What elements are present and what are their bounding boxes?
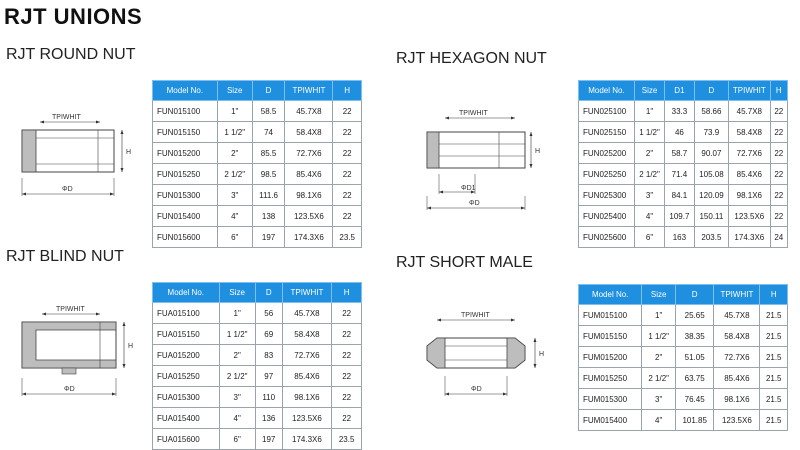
short-male-d-label: ΦD xyxy=(471,386,482,393)
model-number-cell: FUN015150 xyxy=(153,122,218,143)
table-cell: 23.5 xyxy=(333,227,362,248)
table-cell: 21.5 xyxy=(760,326,788,347)
short-male-tpiwhit-label: TPIWHIT xyxy=(461,312,490,319)
table-header-row xyxy=(579,285,788,305)
hexagon-nut-tpiwhit-label: TPIWHIT xyxy=(459,110,488,117)
table-row xyxy=(153,185,362,206)
table-cell: 56 xyxy=(255,303,282,324)
column-header: Model No. xyxy=(153,283,220,303)
blind-nut-h-label: H xyxy=(128,343,134,350)
table-cell: 174.3X6 xyxy=(729,227,770,248)
table-cell: 1 1/2" xyxy=(219,324,255,345)
table-row xyxy=(153,345,362,366)
model-number-cell: FUN015600 xyxy=(153,227,218,248)
table-cell: 85.5 xyxy=(252,143,285,164)
table-cell: 58.4X8 xyxy=(282,324,332,345)
table-row xyxy=(153,164,362,185)
table-cell: 150.11 xyxy=(694,206,728,227)
table-cell: 2 1/2" xyxy=(642,368,676,389)
model-number-cell: FUM015200 xyxy=(579,347,642,368)
table-cell: 22 xyxy=(332,345,362,366)
table-header-row xyxy=(153,81,362,101)
table-cell: 22 xyxy=(333,101,362,122)
table-cell: 4" xyxy=(634,206,664,227)
table-cell: 22 xyxy=(770,185,787,206)
table-cell: 1 1/2" xyxy=(642,326,676,347)
table-row xyxy=(579,227,788,248)
table-cell: 45.7X8 xyxy=(729,101,770,122)
model-number-cell: FUM015100 xyxy=(579,305,642,326)
table-cell: 3" xyxy=(642,389,676,410)
table-cell: 85.4X6 xyxy=(285,164,333,185)
hexagon-nut-title: RJT HEXAGON NUT xyxy=(396,50,547,67)
table-cell: 72.7X6 xyxy=(282,345,332,366)
round-nut-table xyxy=(152,80,362,248)
model-number-cell: FUN025600 xyxy=(579,227,635,248)
table-row xyxy=(153,206,362,227)
table-cell: 22 xyxy=(333,143,362,164)
page-title: RJT UNIONS xyxy=(4,4,143,29)
model-number-cell: FUA015600 xyxy=(153,429,220,450)
table-cell: 123.5X6 xyxy=(714,410,760,431)
model-number-cell: FUM015400 xyxy=(579,410,642,431)
model-number-cell: FUM015300 xyxy=(579,389,642,410)
model-number-cell: FUA015250 xyxy=(153,366,220,387)
table-cell: 21.5 xyxy=(760,347,788,368)
model-number-cell: FUN015400 xyxy=(153,206,218,227)
column-header: Size xyxy=(219,283,255,303)
table-cell: 21.5 xyxy=(760,305,788,326)
table-cell: 174.3X6 xyxy=(282,429,332,450)
table-cell: 21.5 xyxy=(760,368,788,389)
table-cell: 1" xyxy=(634,101,664,122)
column-header: D xyxy=(676,285,714,305)
table-row xyxy=(579,368,788,389)
table-cell: 109.7 xyxy=(665,206,695,227)
table-row xyxy=(153,227,362,248)
table-cell: 174.3X6 xyxy=(285,227,333,248)
model-number-cell: FUA015100 xyxy=(153,303,220,324)
table-cell: 71.4 xyxy=(665,164,695,185)
table-cell: 76.45 xyxy=(676,389,714,410)
table-cell: 24 xyxy=(770,227,787,248)
column-header: TPIWHIT xyxy=(285,81,333,101)
table-cell: 85.4X6 xyxy=(282,366,332,387)
table-cell: 120.09 xyxy=(694,185,728,206)
table-cell: 22 xyxy=(332,366,362,387)
table-cell: 2 1/2" xyxy=(217,164,252,185)
table-cell: 58.4X8 xyxy=(729,122,770,143)
table-cell: 22 xyxy=(770,206,787,227)
table-cell: 2" xyxy=(217,143,252,164)
table-row xyxy=(579,143,788,164)
table-cell: 45.7X8 xyxy=(282,303,332,324)
table-cell: 21.5 xyxy=(760,410,788,431)
table-cell: 46 xyxy=(665,122,695,143)
table-cell: 138 xyxy=(252,206,285,227)
table-cell: 72.7X6 xyxy=(714,347,760,368)
column-header: Size xyxy=(217,81,252,101)
model-number-cell: FUN025250 xyxy=(579,164,635,185)
table-cell: 58.5 xyxy=(252,101,285,122)
column-header: H xyxy=(332,283,362,303)
table-row xyxy=(153,429,362,450)
table-cell: 123.5X6 xyxy=(285,206,333,227)
blind-nut-table xyxy=(152,282,362,450)
table-cell: 3" xyxy=(634,185,664,206)
table-row xyxy=(579,206,788,227)
hexagon-nut-table xyxy=(578,80,788,248)
table-cell: 73.9 xyxy=(694,122,728,143)
column-header: Size xyxy=(634,81,664,101)
table-cell: 97 xyxy=(255,366,282,387)
table-cell: 22 xyxy=(770,143,787,164)
round-nut-h-label: H xyxy=(126,149,132,156)
short-male-title: RJT SHORT MALE xyxy=(396,254,533,271)
blind-nut-d-label: ΦD xyxy=(64,386,75,393)
column-header: TPIWHIT xyxy=(282,283,332,303)
model-number-cell: FUA015150 xyxy=(153,324,220,345)
column-header: TPIWHIT xyxy=(729,81,770,101)
model-number-cell: FUM015150 xyxy=(579,326,642,347)
table-row xyxy=(153,143,362,164)
model-number-cell: FUN025200 xyxy=(579,143,635,164)
table-row xyxy=(153,324,362,345)
table-cell: 22 xyxy=(770,101,787,122)
table-cell: 1" xyxy=(217,101,252,122)
table-cell: 6" xyxy=(217,227,252,248)
round-nut-d-label: ΦD xyxy=(62,186,73,193)
column-header: D1 xyxy=(665,81,695,101)
table-row xyxy=(153,122,362,143)
table-cell: 69 xyxy=(255,324,282,345)
model-number-cell: FUN025150 xyxy=(579,122,635,143)
table-row xyxy=(153,387,362,408)
table-cell: 123.5X6 xyxy=(729,206,770,227)
table-row xyxy=(579,101,788,122)
table-row xyxy=(579,326,788,347)
table-row xyxy=(579,410,788,431)
table-cell: 197 xyxy=(255,429,282,450)
table-cell: 22 xyxy=(332,387,362,408)
table-cell: 4" xyxy=(219,408,255,429)
model-number-cell: FUN025300 xyxy=(579,185,635,206)
table-cell: 2" xyxy=(219,345,255,366)
model-number-cell: FUN025100 xyxy=(579,101,635,122)
table-cell: 74 xyxy=(252,122,285,143)
table-cell: 58.66 xyxy=(694,101,728,122)
model-number-cell: FUM015250 xyxy=(579,368,642,389)
table-cell: 4" xyxy=(642,410,676,431)
table-cell: 98.1X6 xyxy=(714,389,760,410)
round-nut-tpiwhit-label: TPIWHIT xyxy=(52,114,81,121)
table-cell: 85.4X6 xyxy=(714,368,760,389)
table-cell: 22 xyxy=(333,164,362,185)
table-cell: 2" xyxy=(642,347,676,368)
column-header: Size xyxy=(642,285,676,305)
table-cell: 3" xyxy=(217,185,252,206)
hexagon-nut-d1-label: ΦD1 xyxy=(461,185,476,192)
table-cell: 58.4X8 xyxy=(285,122,333,143)
table-cell: 6" xyxy=(219,429,255,450)
column-header: Model No. xyxy=(579,81,635,101)
column-header: Model No. xyxy=(579,285,642,305)
table-row xyxy=(153,101,362,122)
table-row xyxy=(579,347,788,368)
blind-nut-tpiwhit-label: TPIWHIT xyxy=(56,306,85,313)
table-cell: 58.4X8 xyxy=(714,326,760,347)
table-row xyxy=(579,389,788,410)
column-header: TPIWHIT xyxy=(714,285,760,305)
table-cell: 22 xyxy=(770,164,787,185)
table-header-row xyxy=(153,283,362,303)
model-number-cell: FUN015300 xyxy=(153,185,218,206)
table-cell: 3" xyxy=(219,387,255,408)
table-cell: 98.1X6 xyxy=(285,185,333,206)
table-cell: 45.7X8 xyxy=(285,101,333,122)
table-cell: 22 xyxy=(332,324,362,345)
table-cell: 25.65 xyxy=(676,305,714,326)
hexagon-nut-h-label: H xyxy=(535,148,541,155)
table-cell: 1 1/2" xyxy=(634,122,664,143)
table-cell: 163 xyxy=(665,227,695,248)
table-cell: 2 1/2" xyxy=(219,366,255,387)
table-cell: 85.4X6 xyxy=(729,164,770,185)
table-cell: 22 xyxy=(770,122,787,143)
table-row xyxy=(153,366,362,387)
round-nut-title: RJT ROUND NUT xyxy=(6,46,136,63)
table-row xyxy=(153,303,362,324)
table-cell: 101.85 xyxy=(676,410,714,431)
table-row xyxy=(579,164,788,185)
short-male-drawing xyxy=(415,306,565,406)
table-cell: 22 xyxy=(333,206,362,227)
short-male-h-label: H xyxy=(539,351,545,358)
table-cell: 63.75 xyxy=(676,368,714,389)
table-cell: 22 xyxy=(333,122,362,143)
table-cell: 51.05 xyxy=(676,347,714,368)
table-row xyxy=(579,305,788,326)
table-cell: 84.1 xyxy=(665,185,695,206)
table-cell: 111.6 xyxy=(252,185,285,206)
table-cell: 123.5X6 xyxy=(282,408,332,429)
table-cell: 22 xyxy=(332,303,362,324)
table-cell: 98.5 xyxy=(252,164,285,185)
model-number-cell: FUN025400 xyxy=(579,206,635,227)
table-cell: 136 xyxy=(255,408,282,429)
column-header: H xyxy=(333,81,362,101)
hexagon-nut-drawing xyxy=(415,104,565,214)
column-header: D xyxy=(694,81,728,101)
model-number-cell: FUN015250 xyxy=(153,164,218,185)
table-cell: 1" xyxy=(219,303,255,324)
table-cell: 45.7X8 xyxy=(714,305,760,326)
table-cell: 4" xyxy=(217,206,252,227)
table-cell: 22 xyxy=(332,408,362,429)
table-cell: 2" xyxy=(634,143,664,164)
column-header: H xyxy=(760,285,788,305)
table-row xyxy=(153,408,362,429)
table-cell: 105.08 xyxy=(694,164,728,185)
table-cell: 98.1X6 xyxy=(282,387,332,408)
table-cell: 23.5 xyxy=(332,429,362,450)
blind-nut-title: RJT BLIND NUT xyxy=(6,248,124,265)
model-number-cell: FUA015400 xyxy=(153,408,220,429)
column-header: D xyxy=(252,81,285,101)
table-cell: 1 1/2" xyxy=(217,122,252,143)
round-nut-drawing xyxy=(0,108,150,208)
table-row xyxy=(579,122,788,143)
table-cell: 38.35 xyxy=(676,326,714,347)
table-cell: 197 xyxy=(252,227,285,248)
model-number-cell: FUN015200 xyxy=(153,143,218,164)
blind-nut-drawing xyxy=(0,300,150,405)
table-cell: 33.3 xyxy=(665,101,695,122)
table-cell: 2 1/2" xyxy=(634,164,664,185)
table-header-row xyxy=(579,81,788,101)
table-cell: 98.1X6 xyxy=(729,185,770,206)
table-cell: 58.7 xyxy=(665,143,695,164)
model-number-cell: FUA015300 xyxy=(153,387,220,408)
short-male-table xyxy=(578,284,788,431)
table-row xyxy=(579,185,788,206)
table-cell: 22 xyxy=(333,185,362,206)
table-cell: 21.5 xyxy=(760,389,788,410)
table-cell: 90.07 xyxy=(694,143,728,164)
table-cell: 6" xyxy=(634,227,664,248)
table-cell: 110 xyxy=(255,387,282,408)
column-header: Model No. xyxy=(153,81,218,101)
hexagon-nut-d-label: ΦD xyxy=(469,200,480,207)
column-header: D xyxy=(255,283,282,303)
table-cell: 72.7X6 xyxy=(729,143,770,164)
table-cell: 1" xyxy=(642,305,676,326)
table-cell: 83 xyxy=(255,345,282,366)
model-number-cell: FUA015200 xyxy=(153,345,220,366)
model-number-cell: FUN015100 xyxy=(153,101,218,122)
table-cell: 72.7X6 xyxy=(285,143,333,164)
column-header: H xyxy=(770,81,787,101)
table-cell: 203.5 xyxy=(694,227,728,248)
